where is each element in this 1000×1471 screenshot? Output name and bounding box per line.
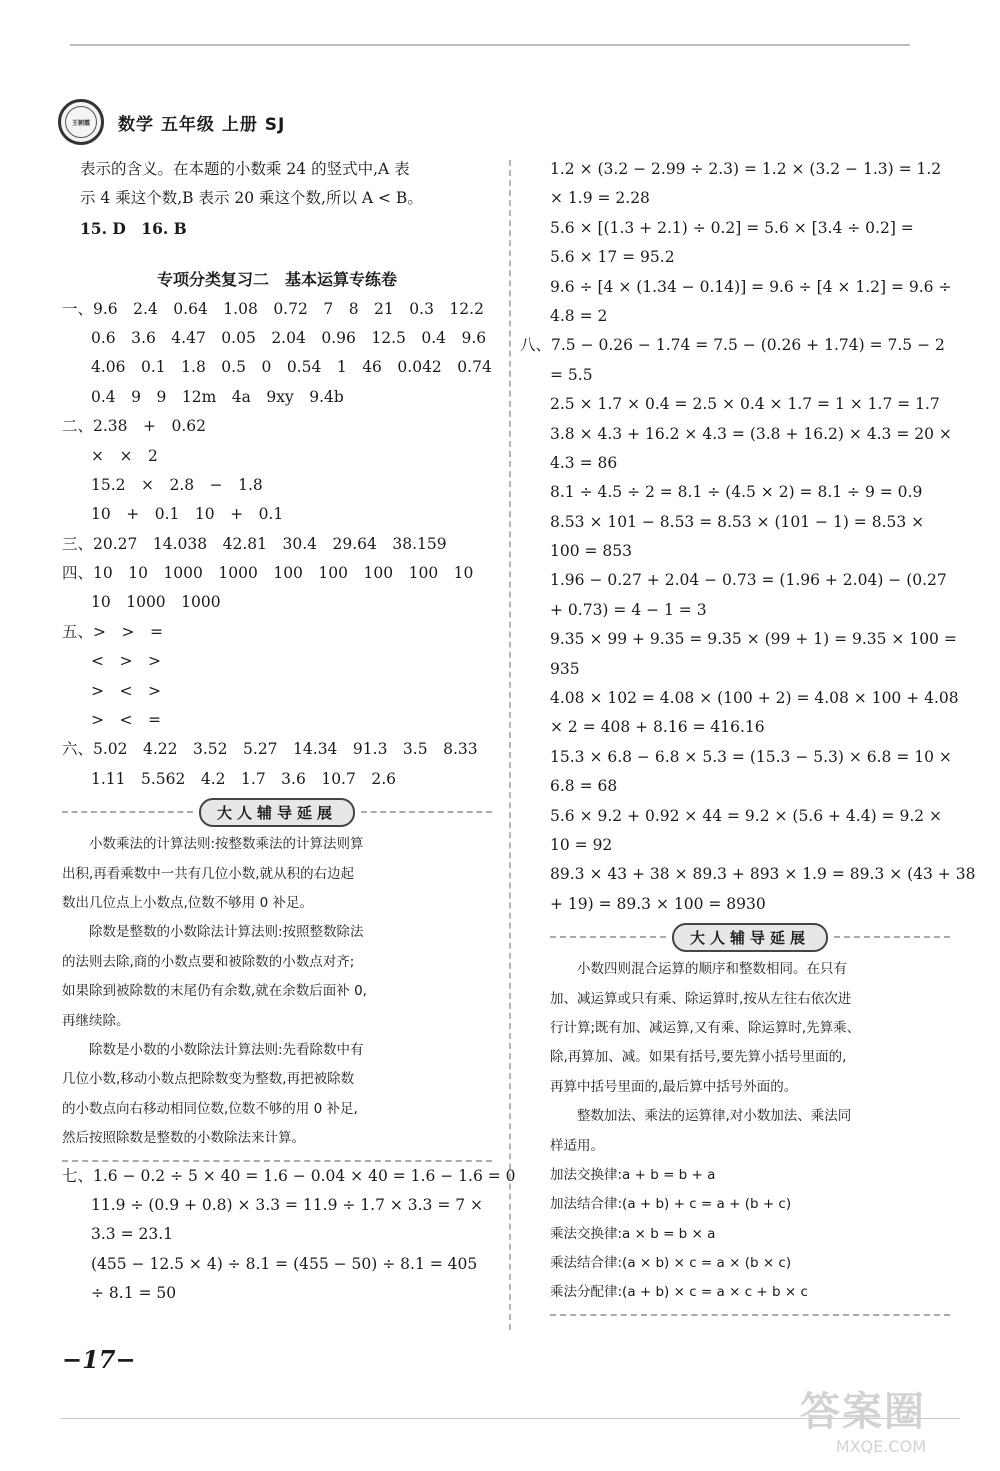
answer-line: × 2 = 408 + 8.16 = 416.16: [550, 718, 765, 737]
tip-line: 加法交换律:a + b = b + a: [550, 1166, 716, 1183]
answer-line: 0.4 9 9 12m 4a 9xy 9.4b: [91, 387, 344, 406]
watermark-main: 答案圈: [800, 1389, 926, 1435]
publisher-logo: [58, 99, 104, 145]
answer-line: 10 1000 1000: [91, 593, 221, 612]
intro-line: 表示的含义。在本题的小数乘 24 的竖式中,A 表: [80, 160, 410, 178]
answer-line: 9.6 ÷ [4 × (1.34 − 0.14)] = 9.6 ÷ [4 × 1.2] = 9.6 ÷: [550, 277, 952, 296]
answer-line: = 5.5: [550, 365, 593, 384]
watermark-url: MXQE.COM: [835, 1437, 926, 1456]
answer-line: (455 − 12.5 × 4) ÷ 8.1 = (455 − 50) ÷ 8.1 = 405: [91, 1254, 478, 1273]
tip-line: 几位小数,移动小数点把除数变为整数,再把被除数: [62, 1071, 355, 1088]
tip-line: 出积,再看乘数中一共有几位小数,就从积的右边起: [62, 865, 355, 882]
answer-line: 11.9 ÷ (0.9 + 0.8) × 3.3 = 11.9 ÷ 1.7 × 3.3 = 7 ×: [91, 1195, 484, 1214]
answer-line: 二、2.38 + 0.62: [62, 417, 207, 436]
tip-line: 样适用。: [550, 1137, 604, 1154]
tips-banner: 大人辅导延展: [199, 798, 355, 827]
answer-line: 一、9.6 2.4 0.64 1.08 0.72 7 8 21 0.3 12.2: [62, 299, 484, 318]
tip-line: 的小数点向右移动相同位数,位数不够的用 0 补足,: [62, 1100, 358, 1117]
answer-line: 6.8 = 68: [550, 777, 618, 796]
answer-line: 3.3 = 23.1: [91, 1225, 174, 1244]
tip-line: 再算中括号里面的,最后算中括号外面的。: [550, 1078, 798, 1095]
answer-line: < > >: [91, 652, 161, 671]
tip-line: 行计算;既有加、减运算,又有乘、除运算时,先算乘、: [550, 1019, 861, 1036]
answer-line: 3.8 × 4.3 + 16.2 × 4.3 = (3.8 + 16.2) × 4.3 = 20 ×: [550, 424, 952, 443]
answer-line: + 19) = 89.3 × 100 = 8930: [550, 894, 766, 913]
answer-line: 5.6 × [(1.3 + 2.1) ÷ 0.2] = 5.6 × [3.4 ÷ 0.2] =: [550, 218, 914, 237]
answer-line: > < =: [91, 711, 161, 730]
answer-line: + 0.73) = 4 − 1 = 3: [550, 600, 707, 619]
tip-line: 加、减运算或只有乘、除运算时,按从左往右依次进: [550, 990, 852, 1007]
answer-line: 5.6 × 17 = 95.2: [550, 248, 675, 267]
tip-line: 乘法分配律:(a + b) × c = a × c + b × c: [550, 1284, 808, 1301]
tips-banner-row: [62, 794, 492, 830]
answer-line: > < >: [91, 681, 161, 700]
watermark: [800, 1380, 926, 1456]
subject-label: 数学 五年级 上册 SJ: [118, 114, 286, 135]
answer-line: 1.11 5.562 4.2 1.7 3.6 10.7 2.6: [91, 769, 396, 788]
page-number: −17−: [62, 1345, 136, 1374]
answer-line: 9.35 × 99 + 9.35 = 9.35 × (99 + 1) = 9.35 × 100 =: [550, 630, 957, 649]
answer-line: 1.96 − 0.27 + 2.04 − 0.73 = (1.96 + 2.04) − (0.27: [550, 571, 947, 590]
intro-line: 15. D 16. B: [80, 218, 187, 238]
intro-line: 示 4 乘这个数,B 表示 20 乘这个数,所以 A < B。: [80, 189, 423, 208]
answer-line: 935: [550, 659, 580, 678]
answer-line: × 1.9 = 2.28: [550, 189, 650, 208]
tips-block: [62, 830, 492, 1153]
answer-line: 4.8 = 2: [550, 306, 608, 325]
tip-line: 除数是整数的小数除法计算法则:按照整数除法: [89, 924, 364, 941]
tip-line: 数出几位点上小数点,位数不够用 0 补足。: [62, 894, 313, 911]
page-header: [58, 96, 285, 148]
answer-line: 六、5.02 4.22 3.52 5.27 14.34 91.3 3.5 8.33: [62, 740, 478, 759]
answer-line: 4.06 0.1 1.8 0.5 0 0.54 1 46 0.042 0.74: [91, 358, 492, 377]
left-column: [62, 155, 516, 1308]
tips-block: [550, 955, 950, 1308]
answer-line: 8.53 × 101 − 8.53 = 8.53 × (101 − 1) = 8.53 ×: [550, 512, 925, 531]
tip-line: 乘法交换律:a × b = b × a: [550, 1225, 716, 1242]
top-rule: [70, 44, 910, 46]
answer-line: 五、> > =: [62, 622, 163, 641]
answer-line: 100 = 853: [550, 542, 633, 561]
answer-line: × × 2: [91, 446, 158, 465]
section-title: 专项分类复习二 基本运算专练卷: [156, 270, 397, 290]
tip-line: 乘法结合律:(a × b) × c = a × (b × c): [550, 1255, 792, 1272]
answer-line: ÷ 8.1 = 50: [91, 1284, 177, 1303]
right-column: [520, 155, 976, 1316]
answer-line: 1.2 × (3.2 − 2.99 ÷ 2.3) = 1.2 × (3.2 − 1.3) = 1.2: [550, 160, 942, 178]
tip-line: 如果除到被除数的末尾仍有余数,就在余数后面补 0,: [62, 983, 367, 1000]
tip-line: 的法则去除,商的小数点要和被除数的小数点对齐;: [62, 953, 355, 970]
tip-line: 除,再算加、减。如果有括号,要先算小括号里面的,: [550, 1049, 847, 1066]
logo-text: 王朝霞: [71, 119, 90, 127]
tip-line: 然后按照除数是整数的小数除法来计算。: [62, 1130, 305, 1147]
answer-line: 四、10 10 1000 1000 100 100 100 100 10: [62, 564, 474, 583]
answer-line: 八、7.5 − 0.26 − 1.74 = 7.5 − (0.26 + 1.74) = 7.5 − 2: [520, 336, 945, 355]
answer-line: 三、20.27 14.038 42.81 30.4 29.64 38.159: [62, 534, 447, 553]
tip-line: 小数乘法的计算法则:按整数乘法的计算法则算: [89, 836, 364, 853]
answer-line: 4.08 × 102 = 4.08 × (100 + 2) = 4.08 × 100 + 4.08: [550, 689, 959, 708]
tips-banner: 大人辅导延展: [672, 923, 828, 952]
tip-line: 整数加法、乘法的运算律,对小数加法、乘法同: [577, 1108, 852, 1125]
answer-line: 七、1.6 − 0.2 ÷ 5 × 40 = 1.6 − 0.04 × 40 = 1.6 − 1.6 = 0: [62, 1166, 516, 1185]
answer-line: 8.1 ÷ 4.5 ÷ 2 = 8.1 ÷ (4.5 × 2) = 8.1 ÷ 9 = 0.9: [550, 483, 923, 502]
tip-line: 再继续除。: [62, 1012, 130, 1029]
answer-line: 15.2 × 2.8 − 1.8: [91, 475, 263, 494]
answer-line: 4.3 = 86: [550, 453, 618, 472]
answer-line: 2.5 × 1.7 × 0.4 = 2.5 × 0.4 × 1.7 = 1 × 1.7 = 1.7: [550, 395, 940, 414]
column-divider: [509, 160, 511, 1330]
tips-divider: [550, 1314, 950, 1316]
answer-line: 15.3 × 6.8 − 6.8 × 5.3 = (15.3 − 5.3) × 6.8 = 10 ×: [550, 747, 952, 766]
tip-line: 小数四则混合运算的顺序和整数相同。在只有: [577, 961, 847, 978]
answer-line: 10 + 0.1 10 + 0.1: [91, 505, 284, 524]
answer-line: 0.6 3.6 4.47 0.05 2.04 0.96 12.5 0.4 9.6: [91, 328, 487, 347]
tip-line: 除数是小数的小数除法计算法则:先看除数中有: [89, 1041, 364, 1058]
answer-line: 10 = 92: [550, 835, 613, 854]
answer-line: 5.6 × 9.2 + 0.92 × 44 = 9.2 × (5.6 + 4.4) = 9.2 ×: [550, 806, 943, 825]
tips-banner-row: [550, 919, 950, 955]
answer-line: 89.3 × 43 + 38 × 89.3 + 893 × 1.9 = 89.3 × (43 + 38: [550, 865, 976, 884]
tip-line: 加法结合律:(a + b) + c = a + (b + c): [550, 1196, 792, 1213]
